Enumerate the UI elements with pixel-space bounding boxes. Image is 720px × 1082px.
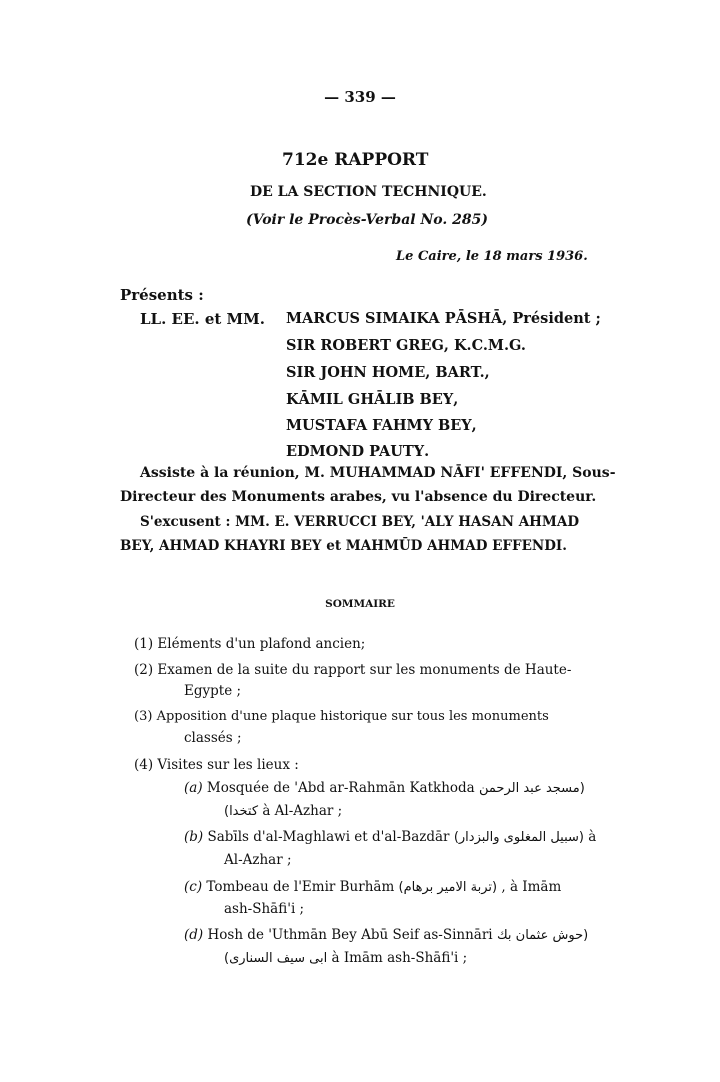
presents-lead: LL. EE. et MM. xyxy=(140,310,265,328)
sub-item xyxy=(184,927,588,943)
sommaire-item xyxy=(134,757,299,773)
arabic-name: (مسجد عبد الرحمن xyxy=(479,781,585,796)
sub-item-text: Mosquée de 'Abd ar-Rahmān Katkhoda xyxy=(206,780,475,796)
sommaire-item xyxy=(134,709,549,724)
member-suffix: , BART., xyxy=(425,364,490,381)
sommaire-item xyxy=(134,636,365,652)
member-line xyxy=(286,391,458,408)
assiste-line: Assiste à la réunion, M. MUHAMMAD NĀFI' EFFENDI, Sous- xyxy=(140,465,616,481)
member-name: KĀMIL GHĀLIB BEY xyxy=(286,391,454,408)
arabic-name: (تربة الامير برهام) xyxy=(398,880,498,895)
presents-label: Présents : xyxy=(120,286,204,304)
item-continuation: classés ; xyxy=(184,730,242,746)
member-suffix: , xyxy=(453,391,459,408)
sub-item-after: à xyxy=(588,829,597,845)
sub-item-text: Tombeau de l'Emir Burhām xyxy=(206,879,395,895)
item-text: Visites sur les lieux : xyxy=(157,757,299,773)
excusent-line: BEY, AHMAD KHAYRI BEY et MAHMŪD AHMAD EFFENDI. xyxy=(120,538,567,554)
sub-item-continuation xyxy=(224,803,342,819)
item-text: Eléments d'un plafond ancien; xyxy=(157,636,366,652)
member-name: SIR JOHN HOME xyxy=(286,364,426,381)
member-name: MUSTAFA FAHMY BEY xyxy=(286,417,472,434)
member-line xyxy=(286,310,601,327)
member-line xyxy=(286,443,429,460)
sub-item xyxy=(184,879,561,895)
excusent-line: S'excusent : MM. E. VERRUCCI BEY, 'ALY HASAN AHMAD xyxy=(140,514,580,530)
sub-item xyxy=(184,829,596,845)
item-number: (1) xyxy=(134,636,154,652)
sub-item-cont-text: à Al-Azhar ; xyxy=(262,803,343,819)
member-line xyxy=(286,337,526,354)
sub-item-letter: (b) xyxy=(184,829,204,845)
arabic-name: ابى سيف السنارى) xyxy=(224,951,328,966)
arabic-name: (حوش عثمان بك xyxy=(496,928,589,943)
sub-item xyxy=(184,780,585,796)
sub-item-continuation: ash-Shāfi'i ; xyxy=(224,901,305,917)
arabic-name: كتخدا) xyxy=(224,804,259,819)
member-suffix: , K.C.M.G. xyxy=(443,337,526,354)
sub-item-continuation xyxy=(224,950,467,966)
sub-item-after: , à Imām xyxy=(501,879,562,895)
member-suffix: , xyxy=(471,417,477,434)
sub-item-text: Hosh de 'Uthmān Bey Abū Seif as-Sinnāri xyxy=(207,927,493,943)
sub-item-letter: (c) xyxy=(184,879,203,895)
item-text: Apposition d'une plaque historique sur tous les monuments xyxy=(156,709,549,724)
date-line: Le Caire, le 18 mars 1936. xyxy=(396,249,588,264)
item-number: (3) xyxy=(134,709,153,724)
sub-item-continuation: Al-Azhar ; xyxy=(224,852,292,868)
member-suffix: , Président ; xyxy=(502,310,601,327)
member-name: EDMOND PAUTY xyxy=(286,443,425,460)
sommaire-item xyxy=(134,662,571,678)
item-continuation: Egypte ; xyxy=(184,683,242,699)
item-number: (4) xyxy=(134,757,154,773)
member-line xyxy=(286,417,477,434)
report-subtitle: DE LA SECTION TECHNIQUE. xyxy=(250,184,487,200)
member-suffix: . xyxy=(424,443,430,460)
assiste-line: Directeur des Monuments arabes, vu l'absence du Directeur. xyxy=(120,489,597,505)
member-line xyxy=(286,364,490,381)
item-text: Examen de la suite du rapport sur les monuments de Haute- xyxy=(157,662,572,678)
report-title: 712e RAPPORT xyxy=(282,150,429,170)
member-name: SIR ROBERT GREG xyxy=(286,337,444,354)
sub-item-text: Sabīls d'al-Maghlawi et d'al-Bazdār xyxy=(207,829,450,845)
sommaire-heading: SOMMAIRE xyxy=(325,598,395,610)
arabic-name: (سبيل المغلوى والبزدار) xyxy=(453,830,584,845)
sub-item-cont-text: à Imām ash-Shāfi'i ; xyxy=(331,950,468,966)
procès-verbal-reference: (Voir le Procès-Verbal No. 285) xyxy=(246,212,488,228)
member-name: MARCUS SIMAIKA PĀSHĀ xyxy=(286,310,503,327)
sub-item-letter: (a) xyxy=(184,780,203,796)
sub-item-letter: (d) xyxy=(184,927,204,943)
page-number: — 339 — xyxy=(324,88,396,106)
item-number: (2) xyxy=(134,662,154,678)
